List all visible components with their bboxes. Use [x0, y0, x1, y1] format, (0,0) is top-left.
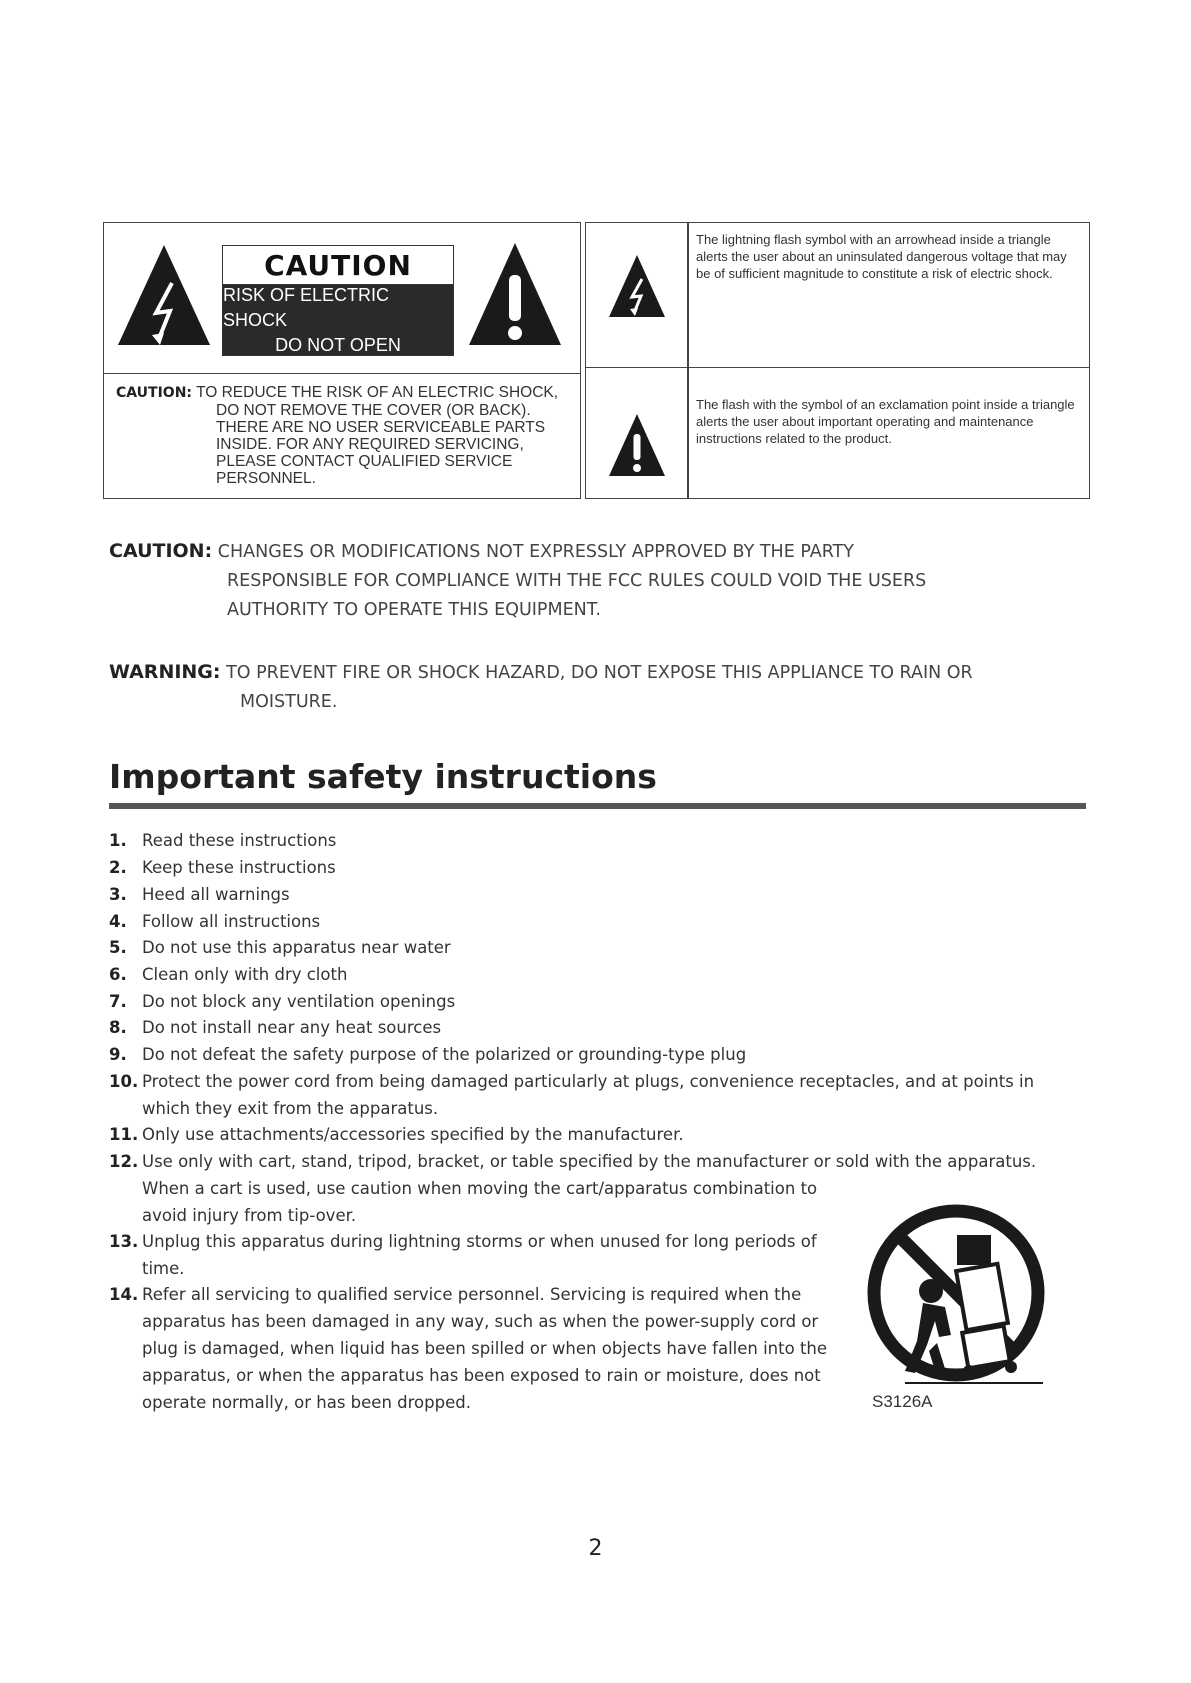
- shock-warning-text: [104, 374, 580, 498]
- caution-line-1: TO REDUCE THE RISK OF AN ELECTRIC SHOCK,: [196, 384, 559, 401]
- caution-line-3: THERE ARE NO USER SERVICEABLE PARTS: [216, 419, 546, 436]
- fcc-caution-label: CAUTION:: [109, 540, 213, 562]
- lightning-symbol-row: [586, 223, 1089, 368]
- caution-badge-line2: DO NOT OPEN: [275, 334, 401, 355]
- item-number: 2.: [109, 858, 127, 877]
- item-number: 4.: [109, 912, 127, 931]
- lightning-symbol-description: The lightning flash symbol with an arrowhead inside a triangle alerts the user about an uninsulated dangerous voltage that may be of sufficient magnitude to constitute a risk of electric shock.: [696, 232, 1067, 281]
- caution-badge-body: [222, 284, 454, 356]
- item-text: Use only with cart, stand, tripod, bracket, or table specified by the manufacturer or sold with the apparatus.: [142, 1152, 1037, 1171]
- fcc-caution-notice: [109, 537, 1109, 625]
- list-item: [109, 1014, 1069, 1041]
- caution-badge-title: CAUTION: [222, 245, 454, 284]
- item-text: Protect the power cord from being damaged particularly at plugs, convenience receptacles, and at points in: [142, 1072, 1035, 1091]
- item-text: Refer all servicing to qualified service personnel. Servicing is required when the: [142, 1285, 802, 1304]
- fcc-caution-line-3: AUTHORITY TO OPERATE THIS EQUIPMENT.: [227, 600, 601, 620]
- item-text: Only use attachments/accessories specified by the manufacturer.: [142, 1125, 684, 1144]
- warning-label: WARNING:: [109, 661, 221, 683]
- item-text-continued: plug is damaged, when liquid has been spilled or when objects have fallen into the: [142, 1339, 828, 1358]
- fire-shock-warning-notice: [109, 658, 1109, 717]
- item-text: Do not block any ventilation openings: [142, 992, 456, 1011]
- item-text: Do not use this apparatus near water: [142, 938, 451, 957]
- caution-line-6: PERSONNEL.: [216, 470, 316, 487]
- item-number: 9.: [109, 1045, 127, 1064]
- item-number: 14.: [109, 1285, 139, 1304]
- item-text: Do not install near any heat sources: [142, 1018, 442, 1037]
- fcc-caution-line-2: RESPONSIBLE FOR COMPLIANCE WITH THE FCC RULES COULD VOID THE USERS: [227, 571, 927, 591]
- caution-line-4: INSIDE. FOR ANY REQUIRED SERVICING,: [216, 436, 524, 453]
- figure-code: S3126A: [872, 1392, 933, 1411]
- list-item: [109, 934, 1069, 961]
- item-text-continued: operate normally, or has been dropped.: [142, 1393, 471, 1412]
- item-text-continued: avoid injury from tip-over.: [142, 1206, 357, 1225]
- symbol-explanation-box: [585, 222, 1090, 499]
- item-text-continued: apparatus, or when the apparatus has been exposed to rain or moisture, does not: [142, 1366, 821, 1385]
- item-number: 10.: [109, 1072, 139, 1091]
- item-number: 8.: [109, 1018, 127, 1037]
- item-text: Keep these instructions: [142, 858, 336, 877]
- warning-line-2: MOISTURE.: [240, 692, 338, 712]
- list-item: [109, 1121, 1069, 1148]
- list-item: [109, 1041, 1069, 1068]
- lightning-triangle-icon: [116, 241, 212, 349]
- exclamation-symbol-row: [586, 368, 1089, 498]
- caution-badge: [222, 245, 454, 353]
- list-item: [109, 854, 1069, 881]
- item-number: 1.: [109, 831, 127, 850]
- heading-rule: [109, 803, 1086, 809]
- item-number: 13.: [109, 1232, 139, 1251]
- item-text: Follow all instructions: [142, 912, 321, 931]
- page-title: Important safety instructions: [109, 757, 657, 796]
- caution-line-5: PLEASE CONTACT QUALIFIED SERVICE: [216, 453, 513, 470]
- caution-line-2: DO NOT REMOVE THE COVER (OR BACK).: [216, 402, 531, 419]
- caution-badge-line1: RISK OF ELECTRIC SHOCK: [223, 284, 390, 330]
- list-item: [109, 827, 1069, 854]
- caution-label: CAUTION:: [116, 385, 193, 401]
- item-text: Read these instructions: [142, 831, 337, 850]
- warning-line-1: TO PREVENT FIRE OR SHOCK HAZARD, DO NOT EXPOSE THIS APPLIANCE TO RAIN OR: [226, 663, 973, 683]
- shock-warning-graphics: [104, 223, 580, 374]
- item-text-continued: apparatus has been damaged in any way, such as when the power-supply cord or: [142, 1312, 819, 1331]
- item-number: 6.: [109, 965, 127, 984]
- item-text: Clean only with dry cloth: [142, 965, 348, 984]
- list-item: [109, 1068, 1069, 1122]
- list-item: [109, 908, 1069, 935]
- item-number: 5.: [109, 938, 127, 957]
- list-item: [109, 988, 1069, 1015]
- item-text-continued: time.: [142, 1259, 185, 1278]
- fcc-caution-line-1: CHANGES OR MODIFICATIONS NOT EXPRESSLY APPROVED BY THE PARTY: [217, 542, 854, 562]
- item-text: Unplug this apparatus during lightning storms or when unused for long periods of: [142, 1232, 817, 1251]
- lightning-symbol-icon: [608, 253, 666, 319]
- item-number: 12.: [109, 1152, 139, 1171]
- item-text: Heed all warnings: [142, 885, 290, 904]
- item-text: Do not defeat the safety purpose of the polarized or grounding-type plug: [142, 1045, 747, 1064]
- item-number: 3.: [109, 885, 127, 904]
- cart-tipover-warning-icon: [865, 1195, 1047, 1405]
- item-number: 7.: [109, 992, 127, 1011]
- item-text-continued: When a cart is used, use caution when moving the cart/apparatus combination to: [142, 1179, 818, 1198]
- list-item: [109, 961, 1069, 988]
- shock-warning-box: [103, 222, 581, 499]
- item-text-continued: which they exit from the apparatus.: [142, 1099, 439, 1118]
- page-number: 2: [588, 1536, 603, 1561]
- exclamation-symbol-description: The flash with the symbol of an exclamation point inside a triangle alerts the user about important operating and maintenance instructions related to the product.: [696, 397, 1075, 446]
- exclamation-symbol-icon: [608, 412, 666, 478]
- list-item: [109, 881, 1069, 908]
- item-number: 11.: [109, 1125, 139, 1144]
- exclamation-triangle-icon: [467, 239, 563, 349]
